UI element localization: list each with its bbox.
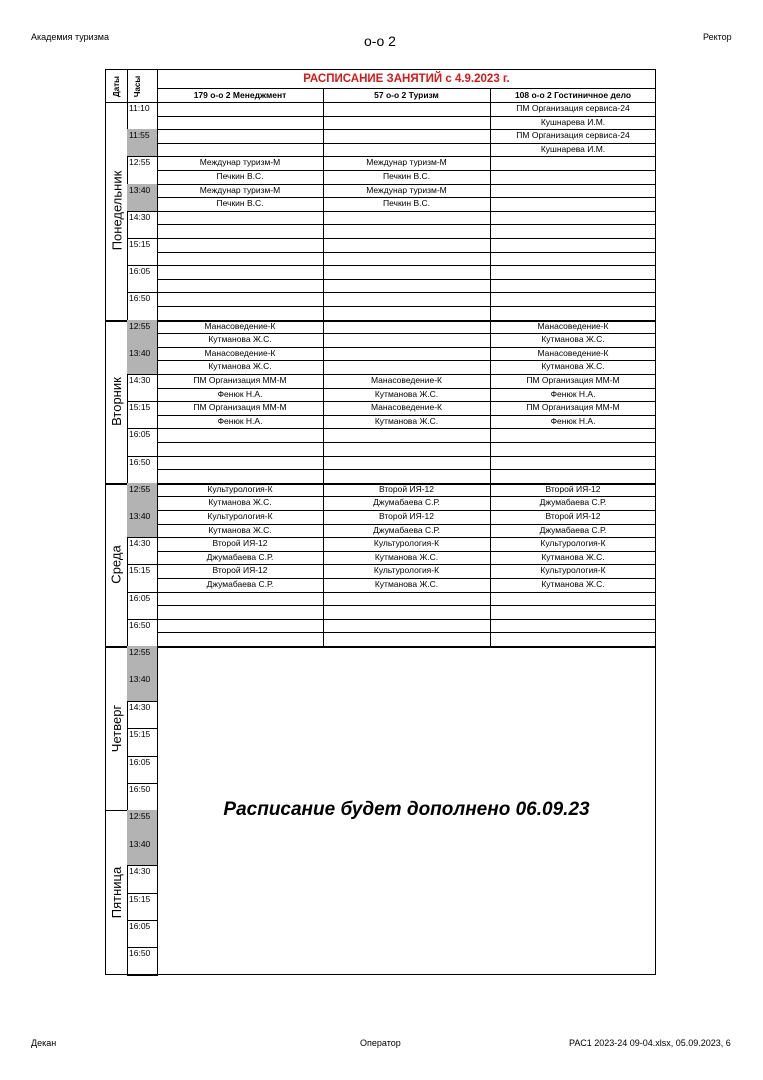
grid-line xyxy=(157,88,656,89)
time-slot: 12:55 xyxy=(127,810,157,837)
schedule-cell xyxy=(490,442,656,456)
time-slot: 16:50 xyxy=(129,784,151,794)
schedule-cell xyxy=(157,238,323,252)
schedule-cell: Культурология-К xyxy=(373,538,440,549)
group-header-3: 108 о-о 2 Гостиничное дело xyxy=(514,90,632,100)
time-slot: 14:30 xyxy=(129,211,151,222)
grid-line xyxy=(127,975,157,976)
schedule-cell: Второй ИЯ-12 xyxy=(212,565,268,576)
schedule-cell: Кушнарева И.М. xyxy=(540,116,606,127)
schedule-cell: Фенюк Н.А. xyxy=(550,415,596,426)
time-slot: 16:05 xyxy=(129,429,151,440)
schedule-title: РАСПИСАНИЕ ЗАНЯТИЙ с 4.9.2023 г. xyxy=(303,73,510,85)
time-slot: 13:40 xyxy=(127,510,157,537)
schedule-cell: Фенюк Н.А. xyxy=(550,388,596,399)
schedule-cell: Междунар туризм-М xyxy=(366,184,447,195)
schedule-cell xyxy=(157,116,323,130)
schedule-cell: Второй ИЯ-12 xyxy=(378,511,434,521)
schedule-cell: Кутманова Ж.С. xyxy=(541,579,605,589)
schedule-cell xyxy=(323,333,490,347)
schedule-cell xyxy=(157,442,323,456)
schedule-cell: Культурология-К xyxy=(373,565,440,576)
schedule-cell xyxy=(157,102,323,116)
footer-center: Оператор xyxy=(360,1038,401,1048)
schedule-cell xyxy=(323,469,490,483)
schedule-cell: Междунар туризм-М xyxy=(199,157,281,168)
schedule-cell xyxy=(157,292,323,306)
schedule-cell: Междунар туризм-М xyxy=(366,157,447,168)
schedule-cell xyxy=(490,306,656,320)
schedule-cell: Второй ИЯ-12 xyxy=(212,538,268,549)
time-slot: 15:15 xyxy=(129,402,151,413)
schedule-cell xyxy=(490,224,656,238)
time-slot: 12:55 xyxy=(127,483,157,510)
schedule-cell xyxy=(157,632,323,646)
grid-line xyxy=(490,88,491,102)
schedule-cell: Манасоведение-К xyxy=(204,347,276,358)
schedule-cell xyxy=(490,184,656,198)
time-slot: 11:10 xyxy=(129,103,150,113)
schedule-cell xyxy=(323,320,490,334)
time-slot: 12:55 xyxy=(127,320,157,347)
schedule-cell: Кутманова Ж.С. xyxy=(208,334,272,345)
schedule-cell: Кутманова Ж.С. xyxy=(208,361,272,372)
schedule-cell: Манасоведение-К xyxy=(371,402,442,413)
schedule-cell: Фенюк Н.А. xyxy=(217,388,263,399)
schedule-cell: Манасоведение-К xyxy=(537,320,609,331)
hours-label: Часы xyxy=(133,75,143,97)
schedule-cell xyxy=(323,102,490,116)
schedule-cell: Джумабаева С.Р. xyxy=(206,551,274,562)
footer-right: РАС1 2023-24 09-04.xlsx, 05.09.2023, 6 xyxy=(569,1038,731,1048)
schedule-cell xyxy=(323,279,490,293)
schedule-cell: Джумабаева С.Р. xyxy=(373,524,440,535)
schedule-cell xyxy=(157,456,323,470)
schedule-cell xyxy=(157,469,323,483)
time-slot: 13:40 xyxy=(127,184,157,211)
day-label: Четверг xyxy=(109,704,125,752)
schedule-cell xyxy=(490,279,656,293)
schedule-cell xyxy=(490,619,656,633)
schedule-cell xyxy=(490,211,656,225)
schedule-cell: Джумабаева С.Р. xyxy=(539,524,607,535)
schedule-cell xyxy=(157,619,323,633)
schedule-cell xyxy=(323,456,490,470)
header-right: Ректор xyxy=(703,32,732,42)
time-slot: 14:30 xyxy=(129,701,151,712)
time-slot: 13:40 xyxy=(127,347,157,374)
grid-line xyxy=(323,102,324,646)
time-slot: 16:50 xyxy=(129,293,151,304)
schedule-cell: Кутманова Ж.С. xyxy=(208,497,272,508)
grid-line xyxy=(106,646,656,648)
schedule-cell xyxy=(157,211,323,225)
day-label: Среда xyxy=(109,545,125,584)
time-slot: 16:50 xyxy=(129,948,151,959)
schedule-cell: Второй ИЯ-12 xyxy=(545,511,601,521)
schedule-cell xyxy=(323,224,490,238)
dates-label: Даты xyxy=(112,75,121,97)
time-slot: 13:40 xyxy=(127,838,157,865)
schedule-cell xyxy=(323,619,490,633)
schedule-cell: Кутманова Ж.С. xyxy=(374,579,439,589)
time-slot: 16:05 xyxy=(129,592,151,603)
schedule-cell: Джумабаева С.Р. xyxy=(373,497,440,508)
schedule-cell: Культурология-К xyxy=(540,565,606,576)
time-slot: 14:30 xyxy=(129,538,151,549)
schedule-cell: Кутманова Ж.С. xyxy=(541,361,605,372)
schedule-cell xyxy=(323,143,490,157)
grid-line xyxy=(490,102,491,646)
schedule-cell: ПМ Организация ММ-М xyxy=(193,375,287,385)
schedule-cell xyxy=(323,442,490,456)
schedule-cell: Джумабаева С.Р. xyxy=(539,497,607,508)
schedule-cell xyxy=(323,605,490,619)
time-slot: 11:55 xyxy=(127,129,157,156)
schedule-cell: ПМ Организация ММ-М xyxy=(526,402,620,413)
time-slot: 16:50 xyxy=(129,456,151,467)
schedule-cell: Кутманова Ж.С. xyxy=(374,415,439,426)
time-slot: 14:30 xyxy=(129,375,151,385)
schedule-cell: ПМ Организация ММ-М xyxy=(193,402,287,413)
schedule-table xyxy=(105,69,656,975)
grid-line xyxy=(323,88,324,102)
schedule-cell xyxy=(157,265,323,279)
schedule-cell xyxy=(490,238,656,252)
schedule-cell xyxy=(490,156,656,170)
schedule-cell: Манасоведение-К xyxy=(371,375,442,385)
time-slot: 15:15 xyxy=(129,565,151,576)
time-slot: 13:40 xyxy=(127,673,157,700)
schedule-cell xyxy=(490,265,656,279)
schedule-cell xyxy=(490,292,656,306)
time-slot: 15:15 xyxy=(129,729,151,740)
schedule-cell: ПМ Организация ММ-М xyxy=(526,375,620,385)
schedule-cell: Второй ИЯ-12 xyxy=(545,483,601,494)
time-slot: 16:05 xyxy=(129,266,151,277)
time-slot: 14:30 xyxy=(129,866,151,877)
schedule-cell: Джумабаева С.Р. xyxy=(206,579,274,589)
time-slot: 16:05 xyxy=(129,921,151,931)
schedule-cell: Печкин В.С. xyxy=(216,171,264,181)
schedule-cell: Манасоведение-К xyxy=(537,347,609,358)
schedule-cell: Междунар туризм-М xyxy=(199,184,281,195)
header-left: Академия туризма xyxy=(31,32,109,42)
schedule-cell xyxy=(323,428,490,442)
schedule-cell xyxy=(157,306,323,320)
schedule-cell xyxy=(157,224,323,238)
schedule-cell: Фенюк Н.А. xyxy=(217,415,263,426)
schedule-cell xyxy=(490,456,656,470)
schedule-cell xyxy=(490,170,656,184)
time-slot: 16:05 xyxy=(129,756,151,767)
schedule-cell xyxy=(490,605,656,619)
schedule-cell xyxy=(323,360,490,374)
schedule-cell xyxy=(157,143,323,157)
schedule-cell xyxy=(157,605,323,619)
schedule-cell: Печкин В.С. xyxy=(382,198,431,209)
schedule-cell xyxy=(323,238,490,252)
schedule-cell xyxy=(157,129,323,143)
schedule-cell xyxy=(323,211,490,225)
schedule-cell xyxy=(323,632,490,646)
group-header-2: 57 о-о 2 Туризм xyxy=(374,90,439,100)
header-center: о-о 2 xyxy=(364,33,396,49)
schedule-cell: Кутманова Ж.С. xyxy=(374,551,439,562)
schedule-notice: Расписание будет дополнено 06.09.23 xyxy=(223,799,590,820)
schedule-cell: ПМ Организация сервиса-24 xyxy=(516,130,630,141)
schedule-cell xyxy=(323,265,490,279)
schedule-cell xyxy=(323,347,490,361)
schedule-cell xyxy=(323,292,490,306)
day-label: Пятница xyxy=(109,866,124,919)
schedule-cell: Кутманова Ж.С. xyxy=(541,334,605,345)
schedule-cell: Манасоведение-К xyxy=(204,320,276,331)
schedule-cell xyxy=(157,252,323,266)
day-label: Вторник xyxy=(109,376,125,426)
schedule-cell: Кутманова Ж.С. xyxy=(208,524,272,535)
schedule-cell xyxy=(157,428,323,442)
schedule-cell: Второй ИЯ-12 xyxy=(378,483,434,494)
schedule-cell xyxy=(323,306,490,320)
schedule-cell xyxy=(490,197,656,211)
schedule-cell: ПМ Организация сервиса-24 xyxy=(516,103,630,113)
schedule-cell xyxy=(157,279,323,293)
schedule-cell xyxy=(490,428,656,442)
schedule-cell: Кутманова Ж.С. xyxy=(374,388,439,399)
time-slot: 12:55 xyxy=(127,646,157,673)
time-slot: 15:15 xyxy=(129,893,151,904)
schedule-cell xyxy=(323,592,490,606)
schedule-cell: Печкин В.С. xyxy=(382,171,431,181)
time-slot: 16:50 xyxy=(129,619,151,630)
schedule-cell: Культурология-К xyxy=(207,483,273,494)
schedule-cell: Печкин В.С. xyxy=(216,198,264,209)
schedule-cell xyxy=(323,116,490,130)
schedule-cell xyxy=(323,252,490,266)
schedule-cell xyxy=(490,592,656,606)
footer-left: Декан xyxy=(31,1038,57,1048)
group-header-1: 179 о-о 2 Менеджмент xyxy=(193,90,287,100)
day-label: Понедельник xyxy=(109,171,125,251)
schedule-cell xyxy=(490,252,656,266)
schedule-cell: Кушнарева И.М. xyxy=(540,143,606,154)
schedule-cell xyxy=(157,592,323,606)
time-slot: 12:55 xyxy=(129,157,151,168)
time-slot: 15:15 xyxy=(129,239,151,249)
schedule-cell: Культурология-К xyxy=(207,511,273,521)
schedule-cell xyxy=(490,469,656,483)
schedule-cell xyxy=(323,129,490,143)
schedule-cell: Кутманова Ж.С. xyxy=(541,551,605,562)
schedule-cell xyxy=(490,632,656,646)
schedule-cell: Культурология-К xyxy=(540,538,606,549)
